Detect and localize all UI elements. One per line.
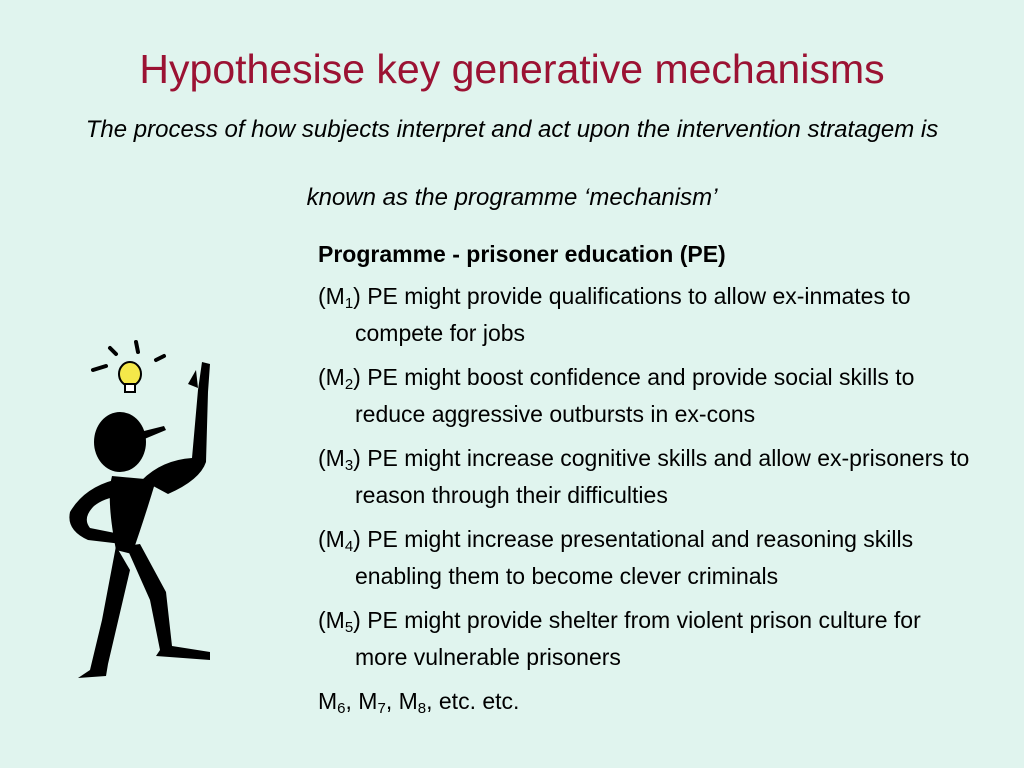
left-leg <box>78 546 130 678</box>
mechanism-item-2: $(M_2)$ PE might boost confidence and provide social skills to reduce aggressive outbursts in ex-cons <box>318 364 915 427</box>
right-leg <box>126 544 210 660</box>
mechanism-item-5: $(M_5)$ PE might provide shelter from violent prison culture for more vulnerable prisoners <box>318 607 921 670</box>
mechanism-item-3: $(M_3)$ PE might increase cognitive skills and allow ex-prisoners to reason through their difficulties <box>318 445 970 508</box>
slide-title: Hypothesise key generative mechanisms <box>139 46 885 92</box>
light-bulb-icon <box>119 362 141 392</box>
slide-subtitle: The process of how subjects interpret and act upon the intervention stratagem is known as the programme ‘mechanism’ <box>85 116 939 211</box>
programme-title: Programme - prisoner education (PE) <box>318 241 726 267</box>
mechanisms-content <box>318 236 978 720</box>
mechanism-etc: $M_6$, $M_7$, $M_8$, etc. etc. <box>318 688 520 717</box>
mechanism-item-1: $(M_1)$ PE might provide qualifications to allow ex-inmates to compete for jobs <box>318 283 911 346</box>
raised-arm <box>142 362 210 494</box>
figure-head <box>94 412 146 472</box>
mechanism-item-4: $(M_4)$ PE might increase presentational and reasoning skills enabling them to become clever criminals <box>318 526 914 589</box>
thinking-figure-illustration <box>60 330 240 690</box>
